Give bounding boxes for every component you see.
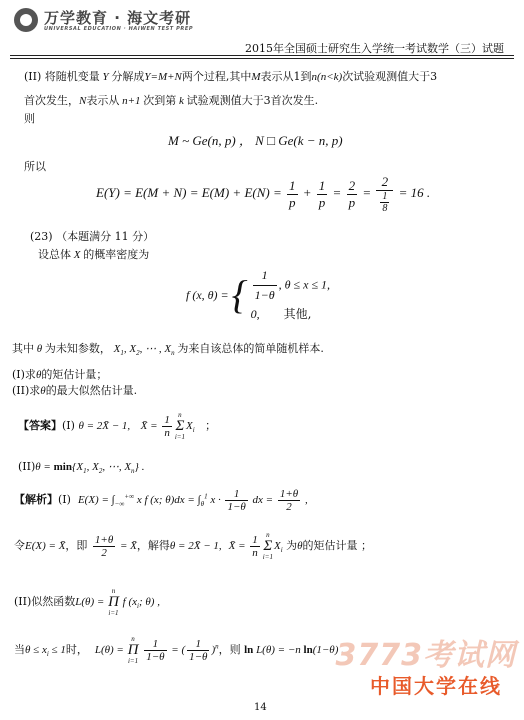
logo-chinese-text: 万学教育 · 海文考研 (44, 9, 192, 27)
analysis-part-i: 【解析】(I) $E(X) = \int_{-\infty}^{+\infty}$ x f (x; $\theta)dx = \int_\theta^1$ x · $\frac{1}{1-\theta}$ dx = $\frac{1+\theta}{2}$ , (14, 488, 308, 513)
ask-part-i: (I)求θ的矩估计量； (12, 368, 108, 381)
page-number: 14 (254, 702, 267, 713)
header-rule-thin (10, 58, 514, 59)
question-23-heading: (23) （本题满分 11 分） (30, 230, 155, 243)
answer-part-ii: $(II)\theta = \min\{X_1$, $X_2$, ⋯, $X_n$} . (18, 460, 145, 476)
sample-statement: 其中 θ 为未知参数， $X_1$, $X_2$, ⋯ , $X_n$ 为来自该总体的简单随机样本. (12, 342, 324, 358)
moment-estimate: 令E(X) = X̄，即 $\frac{1+\theta}{2}$ = X̄，解得θ = 2X̄ − 1, X̄ = $\frac{1}{n}$ n Σ $i=1X_i$ 为θ的矩估计量 ； (14, 531, 373, 561)
para-ii-line2: 首次发生，N表示从 n+1 次到第 k 试验观测值大于3首次发生. (24, 94, 319, 107)
logo-english-text: UNIVERSAL EDUCATION · HAIWEN TEST PREP (44, 26, 194, 32)
header-rule (10, 55, 514, 56)
distribution-formula: M ~ Ge(n, p) ， N □ Ge(k − n, p) (168, 133, 343, 148)
answer-part-i: 【答案】(I) θ = 2X̄ − 1, X̄ = $\frac{1}{n}$ n Σ $i=1X_i$ ； (18, 411, 217, 441)
para-ii-line3: 则 (24, 112, 35, 125)
therefore-label: 所以 (24, 160, 46, 173)
question-23-statement: 设总体 X 的概率密度为 (38, 248, 150, 261)
exam-title: 2015年全国硕士研究生入学统一考试数学（三）试题 (245, 42, 504, 55)
density-function: f (x, θ) = { $\frac{1}{1-\theta}$ , θ ≤ x ≤ 1, 0, 其他, (186, 268, 331, 322)
watermark-org-logo: 中国大学在线 (370, 674, 502, 698)
likelihood-function: (II)似然函数L(θ) = n Π i=1 f ($x_i$; θ) , (14, 587, 160, 617)
para-ii-line1: (II) 将随机变量 Y 分解成Y=M+N两个过程,其中M表示从1到n(n<k)次试验观测值大于3 (24, 70, 438, 83)
likelihood-result: 当$\theta \le x_i \le 1$时， L(θ) = n Π i=1 $\frac{1}{1-\theta}$ = ( $\frac{1}{1-\theta}$ )$^n$，则 ln L(θ) = −n ln(1−θ) . (14, 635, 344, 665)
logo-mark-icon (14, 8, 38, 32)
expectation-formula: E(Y) = E(M + N) = E(M) + E(N) = $\frac{1}{p}$ + $\frac{1}{p}$ = $\frac{2}{p}$ = $\frac{2}{\frac{1}{8}}$ = 16 . (96, 174, 431, 214)
publisher-logo (14, 6, 194, 36)
ask-part-ii: (II)求θ的最大似然估计量. (12, 384, 138, 397)
watermark-site-logo: 3773考试网 (335, 638, 516, 673)
